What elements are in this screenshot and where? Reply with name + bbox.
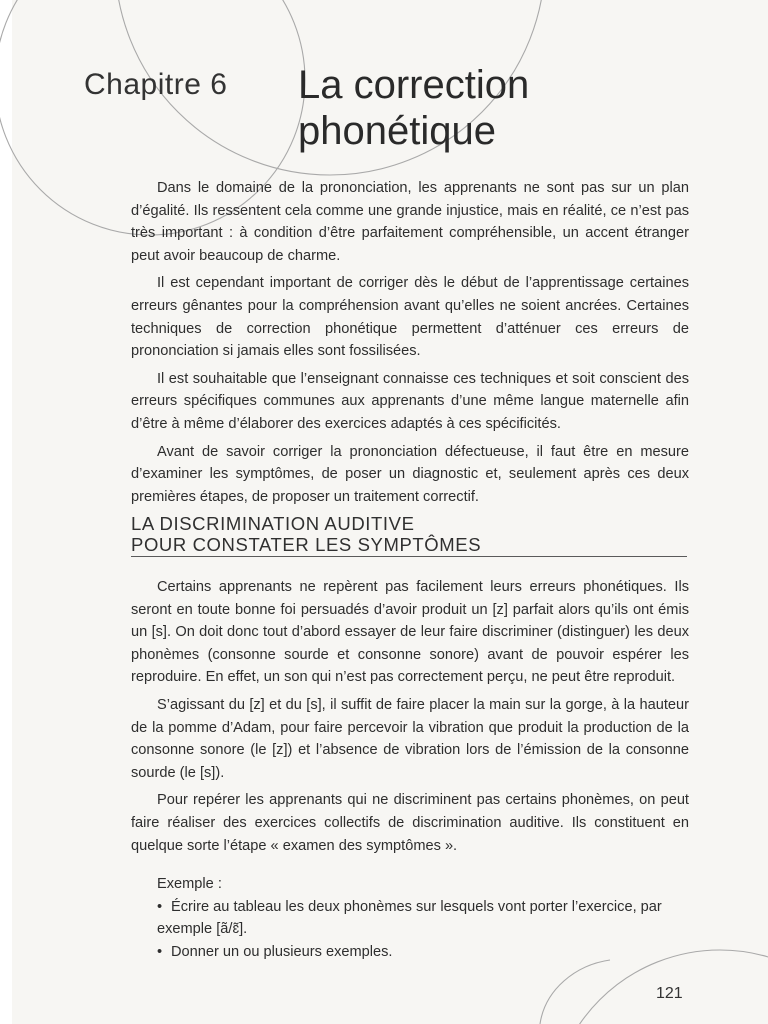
chapter-title-line-2: phonétique: [298, 109, 496, 153]
list-item-text: Donner un ou plusieurs exemples.: [171, 943, 393, 960]
chapter-label: Chapitre 6: [84, 68, 228, 101]
intro-text: [131, 177, 689, 513]
chapter-title-line-1: La correction: [298, 63, 530, 107]
arc-bottom-small: [540, 960, 610, 1024]
example-label: Exemple :: [157, 876, 222, 892]
paragraph: Il est cependant important de corriger dès le début de l’apprentissage certaines erreurs gênantes pour la compréhension avant qu’elles ne soient ancrées. Certaines techniques de correction phonétique permettent d’atténuer ces erreurs de prononciation si jamais elles sont fossilisées.: [131, 275, 689, 360]
list-item: [131, 941, 689, 964]
list-item: [131, 896, 689, 941]
section-text: [131, 576, 689, 862]
section-heading-line-1: LA DISCRIMINATION AUDITIVE: [131, 513, 415, 534]
section-heading: [131, 513, 687, 557]
paragraph: Il est souhaitable que l’enseignant connaisse ces techniques et soit conscient des erreurs spécifiques communes aux apprenants d’une même langue maternelle afin d’être à même d’élaborer des exercices adaptés à ces spécificités.: [131, 370, 689, 432]
paragraph: S’agissant du [z] et du [s], il suffit de faire placer la main sur la gorge, à la hauteur de la pomme d’Adam, pour faire percevoir la vibration que produit la production de la consonne sonore (le [z]) et l’absence de vibration lors de l’émission de la consonne sourde (le [s]).: [131, 696, 689, 781]
example-block: [131, 873, 689, 963]
bullet-glyph: •: [157, 898, 163, 915]
list-item-text: Écrire au tableau les deux phonèmes sur lesquels vont porter l’exercice, par exemple [ã/ɛ̃].: [157, 898, 662, 938]
paragraph: Dans le domaine de la prononciation, les apprenants ne sont pas sur un plan d’égalité. Ils ressentent cela comme une grande injustice, mais en réalité, ce n’est pas très important : à condition d’être parfaitement compréhensible, un accent étranger peut avoir beaucoup de charme.: [131, 180, 689, 264]
section-heading-line-2: POUR CONSTATER LES SYMPTÔMES: [131, 534, 482, 555]
chapter-title: [298, 62, 529, 154]
page-number: 121: [656, 985, 683, 1002]
bullet-glyph: •: [157, 943, 163, 960]
page-edge: [0, 0, 12, 1024]
paragraph: Pour repérer les apprenants qui ne discriminent pas certains phonèmes, on peut faire réaliser des exercices collectifs de discrimination auditive. Ils constituent en quelque sorte l’étape « examen des symptômes ».: [131, 792, 689, 854]
paragraph: Avant de savoir corriger la prononciation défectueuse, il faut être en mesure d’examiner les symptômes, de poser un diagnostic et, seulement après ces deux premières étapes, de proposer un traitement correctif.: [131, 443, 689, 505]
paragraph: Certains apprenants ne repèrent pas facilement leurs erreurs phonétiques. Ils seront en toute bonne foi persuadés d’avoir produit un [z] parfait alors qu’ils ont émis un [s]. On doit donc tout d’abord essayer de leur faire discriminer (distinguer) les deux phonèmes (consonne sourde et consonne sonore) avant de pouvoir espérer les reproduire. En effet, un son qui n’est pas correctement perçu, ne peut être reproduit.: [131, 579, 689, 686]
